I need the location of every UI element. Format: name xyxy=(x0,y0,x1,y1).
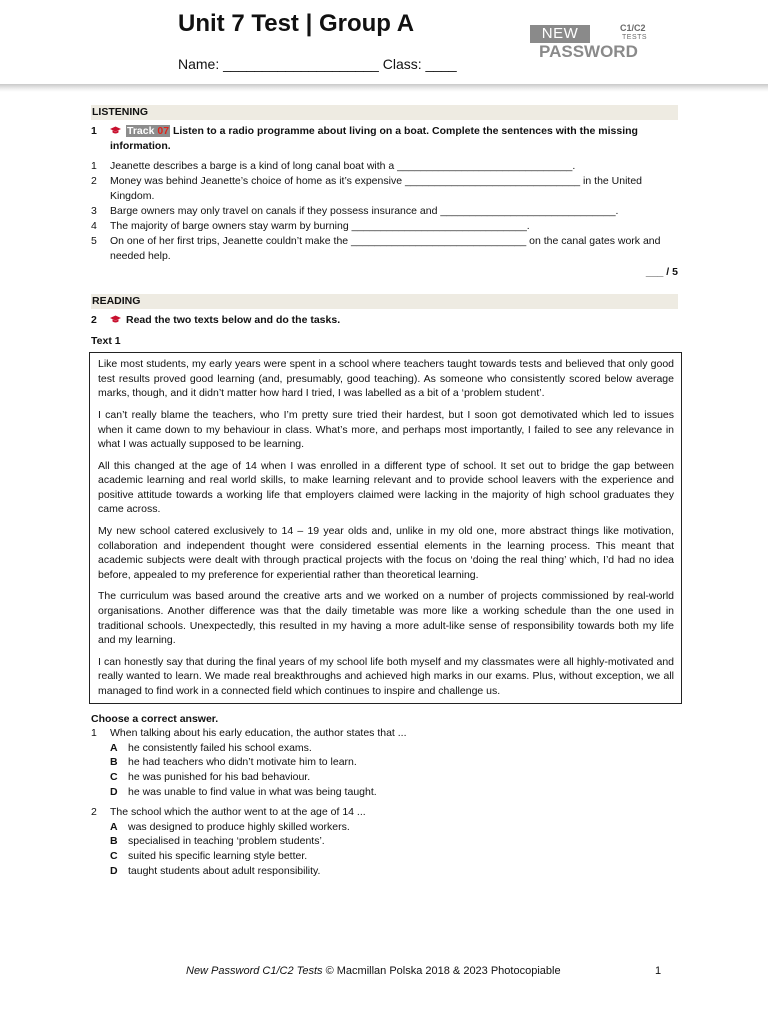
item-text: On one of her first trips, Jeanette couldn’t make the ______________________________ on the canal gates work and needed help. xyxy=(110,235,661,262)
answer-option xyxy=(91,864,678,879)
page-number: 1 xyxy=(655,965,662,977)
test-content xyxy=(91,105,678,878)
text-label: Text 1 xyxy=(91,334,121,347)
answer-option xyxy=(91,785,678,800)
footer-copyright xyxy=(186,965,561,977)
footer-copyright-text: © Macmillan Polska 2018 & 2023 Photocopiable xyxy=(322,965,561,977)
graduation-cap-icon xyxy=(110,314,121,323)
reading-instruction xyxy=(91,313,678,328)
question xyxy=(91,726,678,741)
reading-text-box xyxy=(89,352,682,703)
task-number: 1 xyxy=(91,125,97,137)
item-text: Barge owners may only travel on canals if they possess insurance and ______________________________. xyxy=(110,204,619,217)
option-text: he was unable to find value in what was being taught. xyxy=(128,785,377,798)
option-text: he had teachers who didn’t motivate him to learn. xyxy=(128,756,357,769)
logo-level: C1/C2 xyxy=(620,23,646,33)
item-number: 3 xyxy=(91,204,97,217)
answer-option xyxy=(91,770,678,785)
question-number: 2 xyxy=(91,806,97,819)
list-item xyxy=(91,219,678,234)
listening-items xyxy=(91,159,678,263)
option-text: he was punished for his bad behaviour. xyxy=(128,770,311,783)
logo-tests: TESTS xyxy=(622,34,648,41)
paragraph: The curriculum was based around the creative arts and we worked on a number of projects commissioned by real-world organisations. Another difference was that the daily timetable was more like a working schedule than the one used in traditional schools. Unexpectedly, this resulted in my having a more adult-like sense of responsibility towards both my life and my learning. xyxy=(98,590,674,647)
reading-heading: READING xyxy=(91,294,678,309)
logo-password: PASSWORD xyxy=(539,42,638,61)
option-text: taught students about adult responsibility. xyxy=(128,864,321,877)
question xyxy=(91,805,678,820)
paragraph: All this changed at the age of 14 when I was enrolled in a different type of school. It set out to bridge the gap between academic learning and real world skills, to make learning relevant and to provide school leavers with the experience and positive attitude towards a working life that employers claimed were lacking in the majority of high school graduates they came across. xyxy=(98,459,674,516)
track-label: Track xyxy=(127,125,158,137)
option-letter: D xyxy=(110,785,118,798)
option-letter: A xyxy=(110,820,118,833)
list-item xyxy=(91,204,678,219)
new-password-logo xyxy=(530,24,650,64)
list-item xyxy=(91,159,678,174)
item-text: The majority of barge owners stay warm by burning ______________________________. xyxy=(110,220,530,233)
logo-new: NEW xyxy=(530,25,590,43)
question-text: When talking about his early education, the author states that ... xyxy=(110,727,407,740)
answer-option xyxy=(91,849,678,864)
option-text: specialised in teaching ‘problem students’. xyxy=(128,835,325,848)
list-item xyxy=(91,234,678,263)
answer-option xyxy=(91,820,678,835)
option-letter: A xyxy=(110,741,118,754)
listening-score: ___ / 5 xyxy=(645,266,678,279)
track-number: 07 xyxy=(157,125,170,137)
item-number: 4 xyxy=(91,220,97,233)
option-letter: B xyxy=(110,756,118,769)
choose-label: Choose a correct answer. xyxy=(91,712,219,725)
paragraph: My new school catered exclusively to 14 – 19 year olds and, unlike in my old one, more abstract things like motivation, collaboration and independent thought were considered essential elements in the learning process. This meant that academic subjects were dealt with through practical projects with the focus on ‘doing the real thing’ which, I’d had no idea before, appealed to my preference for experiential rather than theoretical learning. xyxy=(98,525,674,581)
name-class-line: Name: ____________________ Class: ____ xyxy=(178,56,457,72)
answer-option xyxy=(91,741,678,756)
list-item xyxy=(91,174,678,203)
option-letter: D xyxy=(110,864,118,877)
option-letter: C xyxy=(110,849,118,862)
question-number: 1 xyxy=(91,727,97,740)
paragraph: I can honestly say that during the final years of my school life both myself and my classmates were all highly-motivated and really wanted to learn. We made real breakthroughs and achieved high marks in our exams. Plus, without exception, we all managed to find work in a connected field which continues to inspire and challenge us. xyxy=(98,655,674,697)
task-number: 2 xyxy=(91,313,97,326)
track-badge[interactable] xyxy=(126,125,170,137)
footer-title: New Password C1/C2 Tests xyxy=(186,965,323,977)
header-divider xyxy=(0,84,768,92)
item-number: 1 xyxy=(91,160,97,173)
listening-instruction xyxy=(91,124,678,153)
item-text: Jeanette describes a barge is a kind of long canal boat with a ______________________________. xyxy=(110,160,576,173)
option-letter: B xyxy=(110,835,118,848)
question-text: The school which the author went to at the age of 14 ... xyxy=(110,806,366,819)
graduation-cap-icon xyxy=(110,125,121,134)
option-letter: C xyxy=(110,770,118,783)
paragraph: I can’t really blame the teachers, who I’m pretty sure tried their hardest, but I soon got demotivated which led to issues when it came down to my behaviour in class. What’s more, and perhaps most importantly, I failed to see any relevance in what I was actually supposed to be learning. xyxy=(98,408,674,451)
item-number: 2 xyxy=(91,175,97,188)
instruction-text: Listen to a radio programme about living on a boat. Complete the sentences with the missing information. xyxy=(110,125,638,152)
option-text: was designed to produce highly skilled workers. xyxy=(128,820,350,833)
answer-option xyxy=(91,834,678,849)
listening-heading: LISTENING xyxy=(91,105,678,120)
item-number: 5 xyxy=(91,235,97,248)
page-title: Unit 7 Test | Group A xyxy=(178,10,415,37)
option-text: he consistently failed his school exams. xyxy=(128,741,312,754)
paragraph: Like most students, my early years were spent in a school where teachers taught towards tests and believed that only good test results proved good learning (and, presumably, good teaching). As someone who consistently scored below average marks, though, and it didn’t matter how hard I tried, I was labelled as a bit of a ‘problem student’. xyxy=(98,358,674,400)
answer-option xyxy=(91,755,678,770)
item-text: Money was behind Jeanette’s choice of home as it’s expensive ______________________________ in the United Kingdom. xyxy=(110,175,643,202)
option-text: suited his specific learning style better. xyxy=(128,849,308,862)
instruction-text: Read the two texts below and do the tasks. xyxy=(126,313,341,326)
